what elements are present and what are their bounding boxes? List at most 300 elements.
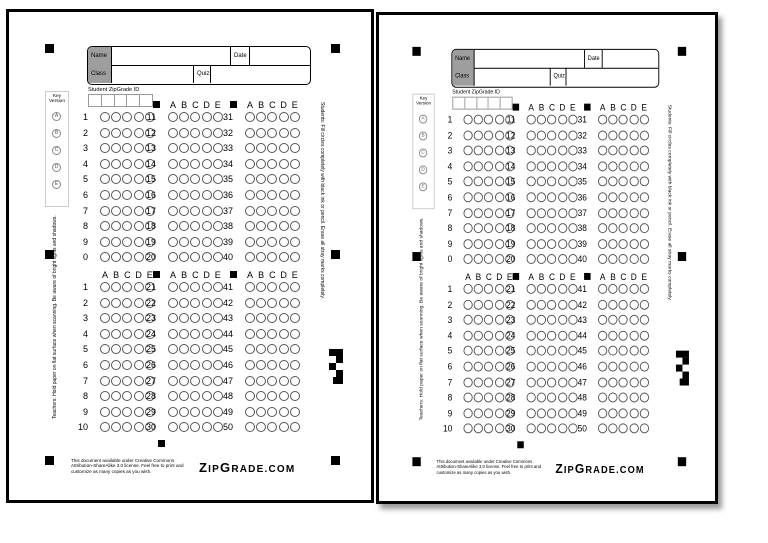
answer-bubble[interactable] (474, 315, 483, 325)
answer-bubble[interactable] (245, 252, 255, 262)
answer-bubble[interactable] (547, 424, 556, 434)
answer-bubble[interactable] (245, 360, 255, 370)
student-id-bubble[interactable] (484, 161, 493, 171)
answer-bubble[interactable] (484, 331, 493, 341)
student-id-bubble[interactable] (111, 206, 121, 216)
answer-bubble[interactable] (619, 377, 628, 387)
answer-bubble[interactable] (245, 329, 255, 339)
answer-bubble[interactable] (279, 237, 289, 247)
answer-bubble[interactable] (619, 223, 628, 233)
answer-bubble[interactable] (245, 112, 255, 122)
answer-bubble[interactable] (168, 237, 178, 247)
answer-bubble[interactable] (629, 346, 638, 356)
answer-bubble[interactable] (290, 360, 300, 370)
answer-bubble[interactable] (558, 161, 567, 171)
student-id-bubble[interactable] (463, 177, 472, 187)
answer-bubble[interactable] (619, 208, 628, 218)
answer-bubble[interactable] (290, 391, 300, 401)
answer-bubble[interactable] (122, 344, 132, 354)
answer-bubble[interactable] (629, 208, 638, 218)
student-id-bubble[interactable] (111, 112, 121, 122)
answer-bubble[interactable] (202, 128, 212, 138)
answer-bubble[interactable] (619, 284, 628, 294)
answer-bubble[interactable] (279, 360, 289, 370)
answer-bubble[interactable] (279, 159, 289, 169)
answer-bubble[interactable] (202, 112, 212, 122)
answer-bubble[interactable] (179, 174, 189, 184)
answer-bubble[interactable] (190, 221, 200, 231)
answer-bubble[interactable] (629, 377, 638, 387)
answer-bubble[interactable] (168, 360, 178, 370)
student-id-bubble[interactable] (100, 221, 110, 231)
answer-bubble[interactable] (245, 407, 255, 417)
answer-bubble[interactable] (179, 237, 189, 247)
answer-bubble[interactable] (474, 393, 483, 403)
answer-bubble[interactable] (290, 344, 300, 354)
student-id-bubble[interactable] (484, 177, 493, 187)
answer-bubble[interactable] (547, 315, 556, 325)
answer-bubble[interactable] (640, 284, 649, 294)
answer-bubble[interactable] (168, 391, 178, 401)
answer-bubble[interactable] (629, 115, 638, 125)
answer-bubble[interactable] (245, 206, 255, 216)
answer-bubble[interactable] (202, 407, 212, 417)
answer-bubble[interactable] (202, 376, 212, 386)
answer-bubble[interactable] (267, 252, 277, 262)
answer-bubble[interactable] (484, 408, 493, 418)
answer-bubble[interactable] (290, 143, 300, 153)
answer-bubble[interactable] (168, 407, 178, 417)
answer-bubble[interactable] (527, 315, 536, 325)
answer-bubble[interactable] (474, 377, 483, 387)
answer-bubble[interactable] (463, 408, 472, 418)
answer-bubble[interactable] (640, 408, 649, 418)
answer-bubble[interactable] (598, 146, 607, 156)
student-id-bubble[interactable] (463, 130, 472, 140)
student-id-bubble[interactable] (122, 252, 132, 262)
answer-bubble[interactable] (463, 299, 472, 309)
answer-bubble[interactable] (484, 377, 493, 387)
answer-bubble[interactable] (598, 254, 607, 264)
answer-bubble[interactable] (598, 362, 607, 372)
answer-bubble[interactable] (190, 237, 200, 247)
answer-bubble[interactable] (547, 254, 556, 264)
student-id-bubble[interactable] (474, 223, 483, 233)
answer-bubble[interactable] (629, 362, 638, 372)
answer-bubble[interactable] (190, 252, 200, 262)
student-id-bubble[interactable] (463, 239, 472, 249)
student-id-bubble[interactable] (122, 221, 132, 231)
key-version-bubble[interactable]: B (419, 132, 427, 141)
answer-bubble[interactable] (558, 239, 567, 249)
answer-bubble[interactable] (640, 254, 649, 264)
answer-bubble[interactable] (608, 239, 617, 249)
answer-bubble[interactable] (558, 408, 567, 418)
answer-bubble[interactable] (463, 346, 472, 356)
answer-bubble[interactable] (463, 315, 472, 325)
answer-bubble[interactable] (537, 254, 546, 264)
student-id-bubble[interactable] (100, 252, 110, 262)
student-id-bubble[interactable] (484, 146, 493, 156)
answer-bubble[interactable] (558, 331, 567, 341)
answer-bubble[interactable] (537, 408, 546, 418)
answer-bubble[interactable] (100, 407, 110, 417)
answer-bubble[interactable] (256, 221, 266, 231)
answer-bubble[interactable] (527, 239, 536, 249)
answer-bubble[interactable] (202, 221, 212, 231)
answer-bubble[interactable] (619, 115, 628, 125)
key-version-bubble[interactable]: B (52, 129, 61, 138)
answer-bubble[interactable] (122, 329, 132, 339)
answer-bubble[interactable] (111, 391, 121, 401)
answer-bubble[interactable] (608, 377, 617, 387)
answer-bubble[interactable] (202, 329, 212, 339)
student-id-bubble[interactable] (111, 237, 121, 247)
student-id-bubble[interactable] (474, 254, 483, 264)
answer-bubble[interactable] (608, 331, 617, 341)
answer-bubble[interactable] (484, 284, 493, 294)
answer-bubble[interactable] (100, 344, 110, 354)
answer-bubble[interactable] (267, 174, 277, 184)
answer-bubble[interactable] (267, 407, 277, 417)
answer-bubble[interactable] (527, 177, 536, 187)
answer-bubble[interactable] (640, 161, 649, 171)
answer-bubble[interactable] (558, 223, 567, 233)
answer-bubble[interactable] (537, 346, 546, 356)
answer-bubble[interactable] (168, 252, 178, 262)
answer-bubble[interactable] (608, 146, 617, 156)
key-version-bubble[interactable]: A (52, 112, 61, 121)
answer-bubble[interactable] (558, 346, 567, 356)
answer-bubble[interactable] (267, 391, 277, 401)
answer-bubble[interactable] (190, 407, 200, 417)
answer-bubble[interactable] (629, 239, 638, 249)
student-id-bubble[interactable] (111, 190, 121, 200)
answer-bubble[interactable] (598, 115, 607, 125)
answer-bubble[interactable] (547, 393, 556, 403)
answer-bubble[interactable] (547, 284, 556, 294)
answer-bubble[interactable] (537, 192, 546, 202)
answer-bubble[interactable] (111, 282, 121, 292)
answer-bubble[interactable] (598, 299, 607, 309)
answer-bubble[interactable] (111, 344, 121, 354)
answer-bubble[interactable] (279, 282, 289, 292)
answer-bubble[interactable] (640, 393, 649, 403)
answer-bubble[interactable] (179, 376, 189, 386)
answer-bubble[interactable] (619, 299, 628, 309)
answer-bubble[interactable] (619, 424, 628, 434)
answer-bubble[interactable] (168, 174, 178, 184)
answer-bubble[interactable] (202, 391, 212, 401)
key-version-bubble[interactable]: D (419, 165, 427, 174)
answer-bubble[interactable] (537, 299, 546, 309)
answer-bubble[interactable] (100, 329, 110, 339)
answer-bubble[interactable] (267, 143, 277, 153)
student-id-bubble[interactable] (111, 128, 121, 138)
answer-bubble[interactable] (279, 344, 289, 354)
answer-bubble[interactable] (598, 223, 607, 233)
student-id-bubble[interactable] (111, 159, 121, 169)
key-version-bubble[interactable]: C (419, 148, 427, 157)
answer-bubble[interactable] (558, 393, 567, 403)
answer-bubble[interactable] (100, 391, 110, 401)
answer-bubble[interactable] (290, 206, 300, 216)
student-id-bubble[interactable] (122, 237, 132, 247)
answer-bubble[interactable] (290, 237, 300, 247)
answer-bubble[interactable] (168, 282, 178, 292)
student-id-bubble[interactable] (484, 192, 493, 202)
answer-bubble[interactable] (619, 331, 628, 341)
answer-bubble[interactable] (111, 313, 121, 323)
answer-bubble[interactable] (256, 174, 266, 184)
answer-bubble[interactable] (537, 377, 546, 387)
answer-bubble[interactable] (527, 284, 536, 294)
answer-bubble[interactable] (245, 376, 255, 386)
answer-bubble[interactable] (474, 284, 483, 294)
answer-bubble[interactable] (100, 360, 110, 370)
answer-bubble[interactable] (598, 424, 607, 434)
answer-bubble[interactable] (245, 282, 255, 292)
answer-bubble[interactable] (463, 377, 472, 387)
answer-bubble[interactable] (640, 192, 649, 202)
answer-bubble[interactable] (202, 174, 212, 184)
answer-bubble[interactable] (558, 208, 567, 218)
answer-bubble[interactable] (290, 329, 300, 339)
answer-bubble[interactable] (168, 221, 178, 231)
answer-bubble[interactable] (608, 223, 617, 233)
answer-bubble[interactable] (547, 377, 556, 387)
answer-bubble[interactable] (190, 391, 200, 401)
answer-bubble[interactable] (256, 344, 266, 354)
answer-bubble[interactable] (608, 284, 617, 294)
answer-bubble[interactable] (179, 206, 189, 216)
answer-bubble[interactable] (558, 377, 567, 387)
student-id-bubble[interactable] (463, 192, 472, 202)
answer-bubble[interactable] (558, 284, 567, 294)
answer-bubble[interactable] (537, 161, 546, 171)
answer-bubble[interactable] (558, 362, 567, 372)
answer-bubble[interactable] (202, 252, 212, 262)
answer-bubble[interactable] (619, 362, 628, 372)
answer-bubble[interactable] (558, 254, 567, 264)
answer-bubble[interactable] (179, 391, 189, 401)
answer-bubble[interactable] (202, 143, 212, 153)
answer-bubble[interactable] (256, 143, 266, 153)
answer-bubble[interactable] (547, 192, 556, 202)
answer-bubble[interactable] (245, 190, 255, 200)
answer-bubble[interactable] (547, 362, 556, 372)
answer-bubble[interactable] (474, 424, 483, 434)
answer-bubble[interactable] (179, 159, 189, 169)
answer-bubble[interactable] (122, 313, 132, 323)
answer-bubble[interactable] (202, 344, 212, 354)
answer-bubble[interactable] (619, 177, 628, 187)
answer-bubble[interactable] (537, 208, 546, 218)
answer-bubble[interactable] (598, 130, 607, 140)
answer-bubble[interactable] (598, 408, 607, 418)
student-id-bubble[interactable] (100, 206, 110, 216)
answer-bubble[interactable] (168, 143, 178, 153)
answer-bubble[interactable] (558, 299, 567, 309)
answer-bubble[interactable] (267, 344, 277, 354)
answer-bubble[interactable] (484, 393, 493, 403)
answer-bubble[interactable] (122, 391, 132, 401)
answer-bubble[interactable] (179, 329, 189, 339)
answer-bubble[interactable] (202, 159, 212, 169)
answer-bubble[interactable] (279, 376, 289, 386)
answer-bubble[interactable] (640, 115, 649, 125)
answer-bubble[interactable] (256, 128, 266, 138)
answer-bubble[interactable] (608, 362, 617, 372)
answer-bubble[interactable] (608, 254, 617, 264)
answer-bubble[interactable] (640, 299, 649, 309)
answer-bubble[interactable] (537, 331, 546, 341)
answer-bubble[interactable] (267, 282, 277, 292)
answer-bubble[interactable] (608, 315, 617, 325)
answer-bubble[interactable] (279, 391, 289, 401)
answer-bubble[interactable] (290, 376, 300, 386)
answer-bubble[interactable] (122, 282, 132, 292)
answer-bubble[interactable] (629, 315, 638, 325)
answer-bubble[interactable] (608, 346, 617, 356)
answer-bubble[interactable] (484, 346, 493, 356)
answer-bubble[interactable] (256, 298, 266, 308)
student-id-bubble[interactable] (100, 174, 110, 184)
answer-bubble[interactable] (279, 313, 289, 323)
answer-bubble[interactable] (245, 344, 255, 354)
student-id-bubble[interactable] (463, 254, 472, 264)
answer-bubble[interactable] (290, 190, 300, 200)
answer-bubble[interactable] (598, 393, 607, 403)
answer-bubble[interactable] (202, 190, 212, 200)
student-id-bubble[interactable] (474, 146, 483, 156)
answer-bubble[interactable] (640, 146, 649, 156)
answer-bubble[interactable] (245, 143, 255, 153)
answer-bubble[interactable] (608, 130, 617, 140)
answer-bubble[interactable] (640, 346, 649, 356)
answer-bubble[interactable] (484, 315, 493, 325)
answer-bubble[interactable] (537, 393, 546, 403)
student-id-bubble[interactable] (484, 254, 493, 264)
answer-bubble[interactable] (608, 408, 617, 418)
answer-bubble[interactable] (619, 408, 628, 418)
answer-bubble[interactable] (290, 282, 300, 292)
answer-bubble[interactable] (256, 206, 266, 216)
answer-bubble[interactable] (474, 408, 483, 418)
answer-bubble[interactable] (279, 174, 289, 184)
answer-bubble[interactable] (558, 146, 567, 156)
answer-bubble[interactable] (547, 177, 556, 187)
answer-bubble[interactable] (256, 282, 266, 292)
answer-bubble[interactable] (267, 313, 277, 323)
answer-bubble[interactable] (190, 422, 200, 432)
answer-bubble[interactable] (537, 130, 546, 140)
answer-bubble[interactable] (279, 206, 289, 216)
answer-bubble[interactable] (619, 239, 628, 249)
answer-bubble[interactable] (100, 422, 110, 432)
answer-bubble[interactable] (179, 190, 189, 200)
answer-bubble[interactable] (629, 331, 638, 341)
answer-bubble[interactable] (279, 329, 289, 339)
answer-bubble[interactable] (100, 298, 110, 308)
key-version-bubble[interactable]: D (52, 163, 61, 172)
answer-bubble[interactable] (190, 159, 200, 169)
student-id-bubble[interactable] (484, 115, 493, 125)
answer-bubble[interactable] (608, 177, 617, 187)
answer-bubble[interactable] (629, 177, 638, 187)
answer-bubble[interactable] (190, 329, 200, 339)
answer-bubble[interactable] (640, 424, 649, 434)
answer-bubble[interactable] (245, 159, 255, 169)
answer-bubble[interactable] (256, 190, 266, 200)
answer-bubble[interactable] (629, 192, 638, 202)
answer-bubble[interactable] (537, 223, 546, 233)
answer-bubble[interactable] (629, 424, 638, 434)
student-id-bubble[interactable] (111, 252, 121, 262)
answer-bubble[interactable] (190, 344, 200, 354)
student-id-bubble[interactable] (463, 223, 472, 233)
answer-bubble[interactable] (190, 143, 200, 153)
student-id-bubble[interactable] (474, 161, 483, 171)
answer-bubble[interactable] (629, 223, 638, 233)
answer-bubble[interactable] (122, 298, 132, 308)
answer-bubble[interactable] (527, 161, 536, 171)
answer-bubble[interactable] (558, 315, 567, 325)
answer-bubble[interactable] (547, 239, 556, 249)
answer-bubble[interactable] (168, 128, 178, 138)
student-id-bubble[interactable] (474, 239, 483, 249)
student-id-bubble[interactable] (463, 115, 472, 125)
answer-bubble[interactable] (527, 146, 536, 156)
answer-bubble[interactable] (547, 161, 556, 171)
answer-bubble[interactable] (190, 112, 200, 122)
answer-bubble[interactable] (168, 298, 178, 308)
answer-bubble[interactable] (527, 254, 536, 264)
answer-bubble[interactable] (484, 299, 493, 309)
answer-bubble[interactable] (629, 130, 638, 140)
answer-bubble[interactable] (190, 376, 200, 386)
answer-bubble[interactable] (111, 422, 121, 432)
answer-bubble[interactable] (527, 299, 536, 309)
answer-bubble[interactable] (279, 422, 289, 432)
answer-bubble[interactable] (619, 254, 628, 264)
answer-bubble[interactable] (190, 282, 200, 292)
answer-bubble[interactable] (290, 128, 300, 138)
answer-bubble[interactable] (484, 424, 493, 434)
answer-bubble[interactable] (267, 159, 277, 169)
answer-bubble[interactable] (619, 192, 628, 202)
answer-bubble[interactable] (463, 284, 472, 294)
answer-bubble[interactable] (537, 177, 546, 187)
student-id-bubble[interactable] (122, 159, 132, 169)
student-id-bubble[interactable] (122, 128, 132, 138)
answer-bubble[interactable] (267, 112, 277, 122)
answer-bubble[interactable] (484, 362, 493, 372)
answer-bubble[interactable] (619, 315, 628, 325)
answer-bubble[interactable] (598, 239, 607, 249)
student-id-bubble[interactable] (463, 161, 472, 171)
answer-bubble[interactable] (558, 130, 567, 140)
answer-bubble[interactable] (527, 331, 536, 341)
answer-bubble[interactable] (537, 115, 546, 125)
answer-bubble[interactable] (267, 190, 277, 200)
answer-bubble[interactable] (527, 192, 536, 202)
answer-bubble[interactable] (598, 177, 607, 187)
answer-bubble[interactable] (202, 298, 212, 308)
answer-bubble[interactable] (279, 221, 289, 231)
answer-bubble[interactable] (629, 393, 638, 403)
answer-bubble[interactable] (640, 377, 649, 387)
